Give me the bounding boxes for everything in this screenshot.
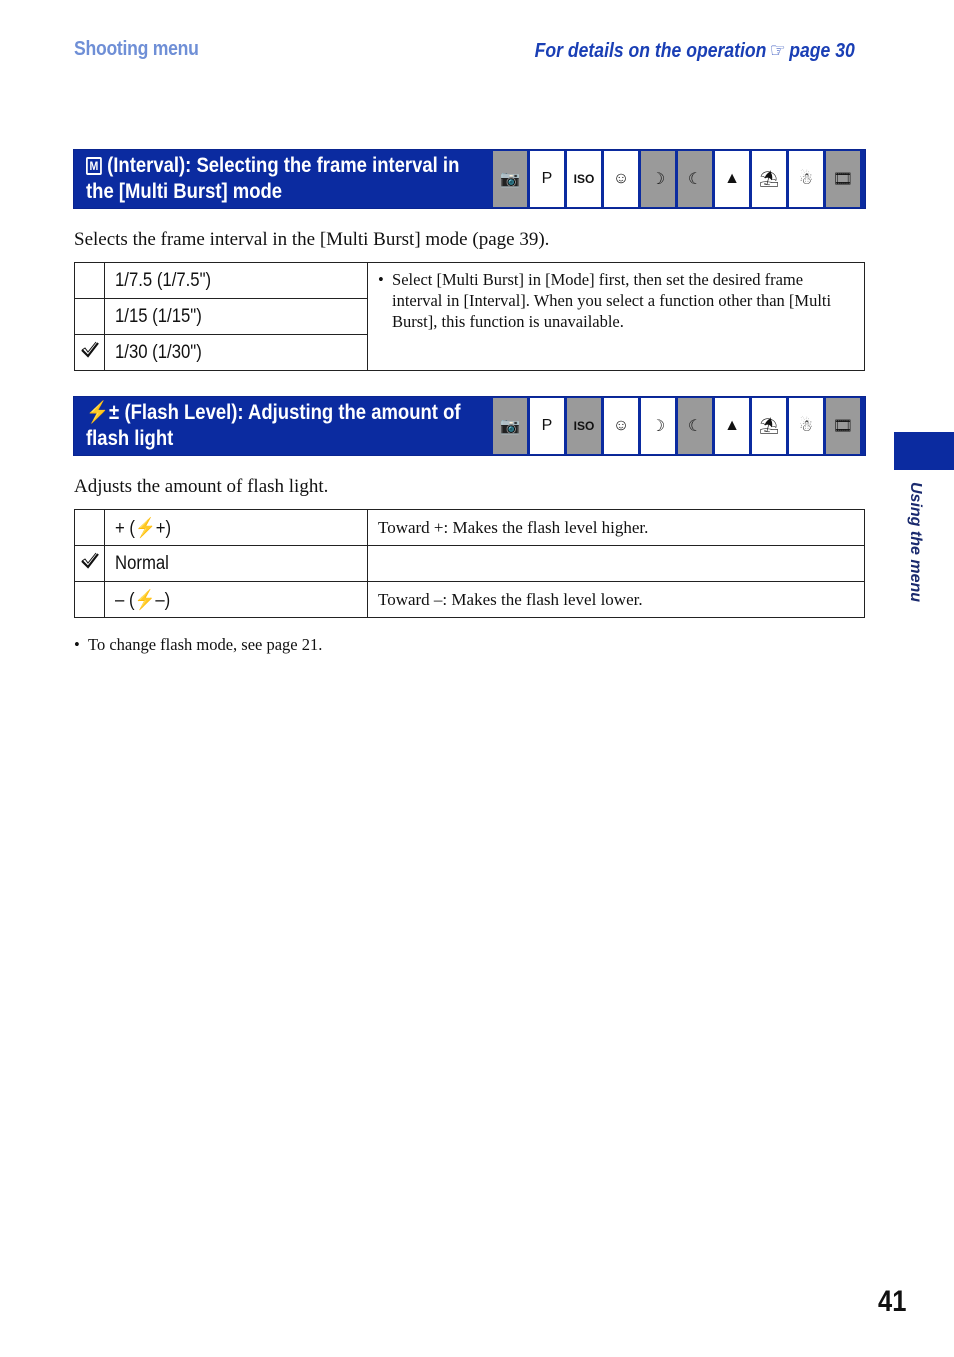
option-label: 1/15 (1/15") xyxy=(105,299,368,335)
check-cell xyxy=(75,582,105,618)
option-label: – (⚡–) xyxy=(105,582,368,618)
option-desc xyxy=(368,546,865,582)
default-check-icon xyxy=(80,552,100,570)
footnote-text: To change flash mode, see page 21. xyxy=(88,635,323,654)
option-label: + (⚡+) xyxy=(105,510,368,546)
check-cell xyxy=(75,299,105,335)
section-title-interval xyxy=(86,153,460,205)
program-icon: P xyxy=(530,151,564,207)
twilight-icon: ☾ xyxy=(678,398,712,454)
section-title-line1: (Interval): Selecting the frame interval in xyxy=(107,154,460,177)
snow-icon: ☃ xyxy=(789,151,823,207)
default-check-icon xyxy=(80,341,100,359)
check-cell xyxy=(75,263,105,299)
multi-burst-icon: M xyxy=(86,157,102,175)
section-title-line2: the [Multi Burst] mode xyxy=(86,180,283,203)
soft-snap-icon: ☺ xyxy=(604,151,638,207)
option-label: Normal xyxy=(105,546,368,582)
section-title-flash-level xyxy=(86,400,461,452)
option-desc: Toward +: Makes the flash level higher. xyxy=(368,510,865,546)
check-cell xyxy=(75,510,105,546)
side-tab-marker xyxy=(894,432,954,470)
beach-icon: ⛱ xyxy=(752,151,786,207)
mode-icons-flash-level xyxy=(493,398,860,454)
beach-icon: ⛱ xyxy=(752,398,786,454)
section-title-line1: (Flash Level): Adjusting the amount of xyxy=(124,401,461,424)
option-desc: Toward –: Makes the flash level lower. xyxy=(368,582,865,618)
section-bar-interval xyxy=(73,149,866,209)
movie-icon: 🎞 xyxy=(826,398,860,454)
high-iso-icon: ISO xyxy=(567,151,601,207)
flash-level-icon: ⚡± xyxy=(86,401,120,424)
check-cell xyxy=(75,335,105,371)
movie-icon: 🎞 xyxy=(826,151,860,207)
note-text: Select [Multi Burst] in [Mode] first, then set the desired frame interval in [Interval]. When you select a function other than [Multi Burst], this function is unavailable. xyxy=(392,270,832,331)
running-header-right xyxy=(535,38,855,63)
option-label: 1/7.5 (1/7.5") xyxy=(105,263,368,299)
program-icon: P xyxy=(530,398,564,454)
option-note: • Select [Multi Burst] in [Mode] first, then set the desired frame interval in [Interval]. When you select a function other than [Multi Burst], this function is unavailable. xyxy=(368,263,865,371)
intro-interval: Selects the frame interval in the [Multi Burst] mode (page 39). xyxy=(74,229,550,250)
options-table-flash-level xyxy=(74,509,865,618)
twilight-icon: ☾ xyxy=(678,151,712,207)
table-row[interactable] xyxy=(75,582,865,618)
twilight-portrait-icon: ☽ xyxy=(641,398,675,454)
running-header-left: Shooting menu xyxy=(74,38,199,60)
soft-snap-icon: ☺ xyxy=(604,398,638,454)
intro-flash-level: Adjusts the amount of flash light. xyxy=(74,476,329,497)
option-label: 1/30 (1/30") xyxy=(105,335,368,371)
camera-icon: 📷 xyxy=(493,398,527,454)
footnote: • To change flash mode, see page 21. xyxy=(74,635,323,654)
mode-icons-interval xyxy=(493,151,860,207)
details-page-link[interactable]: page 30 xyxy=(789,40,855,62)
details-text: For details on the operation xyxy=(534,40,767,62)
side-tab-label: Using the menu xyxy=(907,482,924,603)
pointing-hand-icon: ☞ xyxy=(770,40,786,62)
snow-icon: ☃ xyxy=(789,398,823,454)
options-table-interval xyxy=(74,262,865,371)
check-cell xyxy=(75,546,105,582)
table-row[interactable] xyxy=(75,546,865,582)
high-iso-icon: ISO xyxy=(567,398,601,454)
section-title-line2: flash light xyxy=(86,427,174,450)
table-row[interactable] xyxy=(75,263,865,299)
camera-icon: 📷 xyxy=(493,151,527,207)
table-row[interactable] xyxy=(75,510,865,546)
landscape-icon: ▲ xyxy=(715,151,749,207)
page-number: 41 xyxy=(877,1285,906,1318)
twilight-portrait-icon: ☽ xyxy=(641,151,675,207)
landscape-icon: ▲ xyxy=(715,398,749,454)
section-bar-flash-level xyxy=(73,396,866,456)
